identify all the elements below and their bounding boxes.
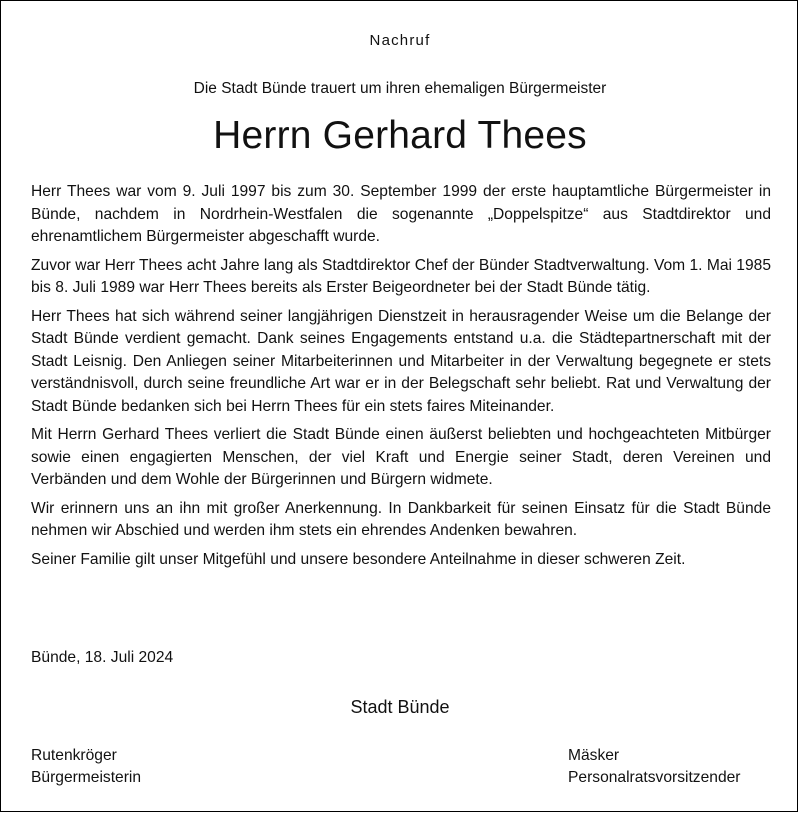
signatory-role: Personalratsvorsitzender: [568, 769, 741, 786]
signatory-role: Bürgermeisterin: [31, 769, 142, 786]
paragraph-4: Mit Herrn Gerhard Thees verliert die Stadt Bünde einen äußerst beliebten und hochgeachteten Mitbürger sowie einen engagierten Menschen, der viel Kraft und Energie seiner Stadt, deren Vereinen und Verbänden und dem Wohle der Bürgerinnen und Bürgern widmete.: [31, 426, 771, 488]
paragraph-5: Wir erinnern uns an ihn mit großer Anerkennung. In Dankbarkeit für seinen Einsatz für die Stadt Bünde nehmen wir Abschied und werden ihm stets ein ehrendes Andenken bewahren.: [31, 499, 771, 539]
signatory-left: [31, 745, 141, 789]
signatory-name: Rutenkröger: [31, 747, 117, 764]
signatory-name: Mäsker: [568, 747, 620, 764]
paragraph-1: Herr Thees war vom 9. Juli 1997 bis zum 30. September 1999 der erste hauptamtliche Bürgermeister in Bünde, nachdem in Nordrhein-Westfalen die sogenannte „Doppelspitze“ aus Stadtdirektor und ehrenamtlichem Bürgermeister abgeschafft wurde.: [31, 183, 771, 245]
deceased-name: Herrn Gerhard Thees: [213, 114, 587, 157]
notice-body: [31, 181, 771, 577]
paragraph-2: Zuvor war Herr Thees acht Jahre lang als Stadtdirektor Chef der Bünder Stadtverwaltung. Vom 1. Mai 1985 bis 8. Juli 1989 war Herr Thees bereits als Erster Beigeordneter bei der Stadt Bünde tätig.: [31, 256, 771, 296]
organization-name: Stadt Bünde: [350, 697, 450, 717]
signatory-right: [568, 745, 740, 789]
paragraph-6: Seiner Familie gilt unser Mitgefühl und unsere besondere Anteilnahme in dieser schweren Zeit.: [31, 550, 686, 568]
notice-subtitle: Die Stadt Bünde trauert um ihren ehemaligen Bürgermeister: [193, 80, 607, 97]
date-line: Bünde, 18. Juli 2024: [31, 649, 174, 666]
paragraph-3: Herr Thees hat sich während seiner langjährigen Dienstzeit in herausragender Weise um die Belange der Stadt Bünde verdient gemacht. Dank seines Engagements entstand u.a. die Städtepartnerschaft mit der Stadt Leisnig. Den Anliegen seiner Mitarbeiterinnen und Mitarbeiter in der Verwaltung begegnete er stets verständnisvoll, durch seine freundliche Art war er in der Belegschaft sehr beliebt. Rat und Verwaltung der Stadt Bünde bedanken sich bei Herrn Thees für ein stets faires Miteinander.: [31, 307, 771, 415]
notice-label: Nachruf: [369, 32, 431, 49]
